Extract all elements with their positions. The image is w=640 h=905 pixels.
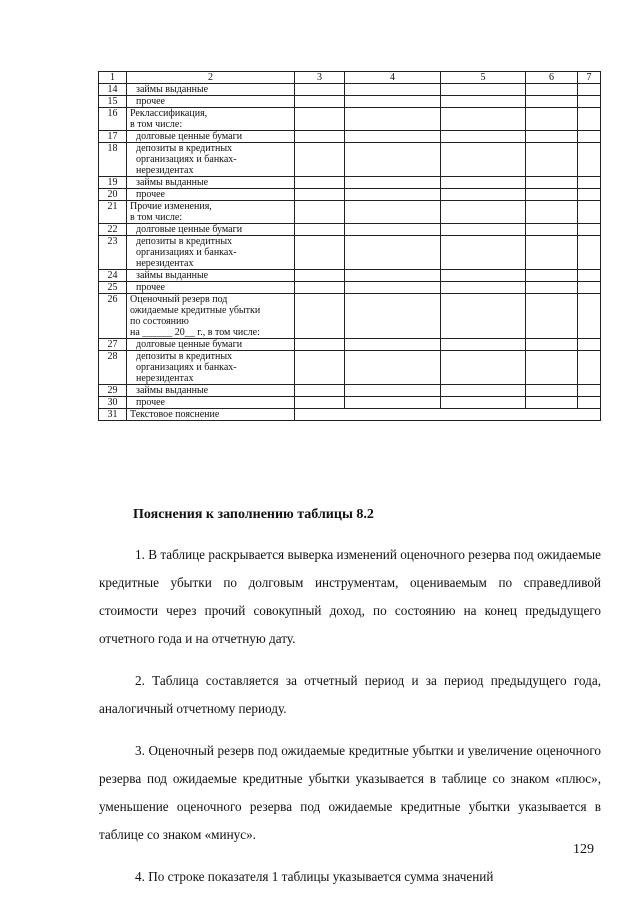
value-cell [578,397,601,409]
notes-title: Пояснения к заполнению таблицы 8.2 [133,507,374,522]
value-cell [345,236,441,270]
row-label [127,339,295,351]
value-cell [345,84,441,96]
row-label [127,143,295,177]
value-cell [295,189,345,201]
table-row [99,270,601,282]
value-cell [295,351,345,385]
value-cell [526,224,578,236]
value-cell [295,131,345,143]
row-number: 29 [99,385,127,397]
row-label [127,385,295,397]
row-label [127,224,295,236]
table-row [99,224,601,236]
value-cell [441,236,526,270]
value-cell [441,282,526,294]
value-cell [578,282,601,294]
value-cell [441,224,526,236]
value-cell [526,236,578,270]
value-cell [345,270,441,282]
value-cell [441,339,526,351]
value-cell [441,131,526,143]
row-label [127,84,295,96]
value-cell [441,143,526,177]
row-label [127,201,295,224]
notes-paragraph: 2. Таблица составляется за отчетный период и за период предыдущего года, аналогичный отчетному периоду. [99,673,601,716]
table-row [99,108,601,131]
value-cell [441,201,526,224]
value-cell [526,108,578,131]
row-label-text: депозиты в кредитных организациях и банках- нерезидентах [136,351,237,384]
table-row [99,236,601,270]
table-row [99,409,601,421]
notes-section [99,506,601,905]
header-cell: 4 [345,72,441,84]
row-label-text: прочее [136,397,165,408]
table-header-row [99,72,601,84]
value-cell [441,270,526,282]
value-cell [526,397,578,409]
row-label [127,409,295,421]
row-label [127,108,295,131]
header-cell: 7 [578,72,601,84]
value-cell [295,282,345,294]
row-number: 22 [99,224,127,236]
value-cell [441,385,526,397]
value-cell [578,189,601,201]
value-cell [441,189,526,201]
value-cell [295,294,345,339]
row-label [127,189,295,201]
row-label-text: Оценочный резерв под ожидаемые кредитные убытки по состоянию на ______ 20__ г., в том числе: [130,294,261,338]
row-label [127,351,295,385]
row-label-text: займы выданные [136,270,209,281]
page-number: 129 [573,842,594,857]
value-cell [295,339,345,351]
row-number: 15 [99,96,127,108]
value-cell [345,201,441,224]
merged-value-cell [295,409,601,421]
value-cell [441,397,526,409]
table-row [99,96,601,108]
table-row [99,84,601,96]
row-label-text: займы выданные [136,84,209,95]
row-label [127,236,295,270]
value-cell [526,294,578,339]
value-cell [578,131,601,143]
value-cell [295,96,345,108]
header-cell: 1 [99,72,127,84]
value-cell [526,351,578,385]
value-cell [345,385,441,397]
row-number: 14 [99,84,127,96]
row-label [127,294,295,339]
header-cell: 5 [441,72,526,84]
value-cell [295,143,345,177]
value-cell [526,270,578,282]
row-number: 30 [99,397,127,409]
value-cell [526,177,578,189]
table-row [99,131,601,143]
table-row [99,282,601,294]
row-number: 18 [99,143,127,177]
value-cell [345,108,441,131]
value-cell [441,294,526,339]
value-cell [578,96,601,108]
row-label-text: Текстовое пояснение [130,409,220,420]
value-cell [578,177,601,189]
value-cell [295,224,345,236]
value-cell [578,236,601,270]
value-cell [526,84,578,96]
row-label-text: займы выданные [136,385,209,396]
row-number: 16 [99,108,127,131]
table-row [99,294,601,339]
reserve-table [98,71,601,421]
row-label-text: прочее [136,189,165,200]
value-cell [345,397,441,409]
value-cell [345,282,441,294]
row-label-text: долговые ценные бумаги [136,224,243,235]
table-row [99,189,601,201]
table-row [99,143,601,177]
value-cell [578,143,601,177]
value-cell [345,294,441,339]
value-cell [578,294,601,339]
value-cell [578,270,601,282]
table-body [99,72,601,421]
value-cell [295,385,345,397]
row-number: 25 [99,282,127,294]
row-label-text: Прочие изменения, в том числе: [130,201,212,223]
row-number: 28 [99,351,127,385]
row-label-text: депозиты в кредитных организациях и банках- нерезидентах [136,143,237,176]
table-row [99,339,601,351]
value-cell [441,177,526,189]
row-label [127,270,295,282]
row-number: 21 [99,201,127,224]
value-cell [526,96,578,108]
header-cell: 3 [295,72,345,84]
table-row [99,177,601,189]
row-number: 19 [99,177,127,189]
value-cell [526,143,578,177]
row-number: 17 [99,131,127,143]
row-label [127,397,295,409]
value-cell [526,131,578,143]
row-label-text: долговые ценные бумаги [136,339,243,350]
header-cell: 6 [526,72,578,84]
table-row [99,385,601,397]
value-cell [345,131,441,143]
value-cell [578,385,601,397]
row-label-text: долговые ценные бумаги [136,131,243,142]
row-label-text: прочее [136,96,165,107]
value-cell [526,201,578,224]
row-label [127,96,295,108]
header-cell: 2 [127,72,295,84]
value-cell [295,201,345,224]
row-number: 23 [99,236,127,270]
table-row [99,351,601,385]
value-cell [578,339,601,351]
value-cell [578,351,601,385]
value-cell [441,96,526,108]
value-cell [526,385,578,397]
row-number: 27 [99,339,127,351]
row-number: 24 [99,270,127,282]
value-cell [578,84,601,96]
row-label-text: Реклассификация, в том числе: [130,108,208,130]
notes-paragraph: 4. По строке показателя 1 таблицы указывается сумма значений [135,869,494,884]
row-label-text: займы выданные [136,177,209,188]
row-number: 31 [99,409,127,421]
value-cell [295,84,345,96]
value-cell [345,96,441,108]
table-row [99,201,601,224]
row-number: 20 [99,189,127,201]
row-number: 26 [99,294,127,339]
value-cell [578,224,601,236]
value-cell [526,339,578,351]
value-cell [526,189,578,201]
row-label [127,177,295,189]
table-row [99,397,601,409]
value-cell [578,201,601,224]
value-cell [345,143,441,177]
value-cell [345,224,441,236]
value-cell [441,351,526,385]
value-cell [295,177,345,189]
row-label-text: прочее [136,282,165,293]
value-cell [345,189,441,201]
value-cell [295,108,345,131]
notes-paragraph: 3. Оценочный резерв под ожидаемые кредитные убытки и увеличение оценочного резерва под ожидаемые кредитные убытки указывается в таблице со знаком «плюс», уменьшение оценочного резерва под ожидаемые кредитные убытки указывается в таблице со знаком «минус». [99,743,601,842]
notes-paragraph: 1. В таблице раскрывается выверка изменений оценочного резерва под ожидаемые кредитные убытки по долговым инструментам, оцениваемым по справедливой стоимости через прочий совокупный доход, по состоянию на конец предыдущего отчетного года и на отчетную дату. [99,547,601,646]
value-cell [526,282,578,294]
row-label [127,131,295,143]
value-cell [441,84,526,96]
value-cell [345,339,441,351]
value-cell [345,177,441,189]
row-label-text: депозиты в кредитных организациях и банках- нерезидентах [136,236,237,269]
value-cell [295,236,345,270]
value-cell [345,351,441,385]
row-label [127,282,295,294]
value-cell [441,108,526,131]
value-cell [295,270,345,282]
value-cell [295,397,345,409]
value-cell [578,108,601,131]
